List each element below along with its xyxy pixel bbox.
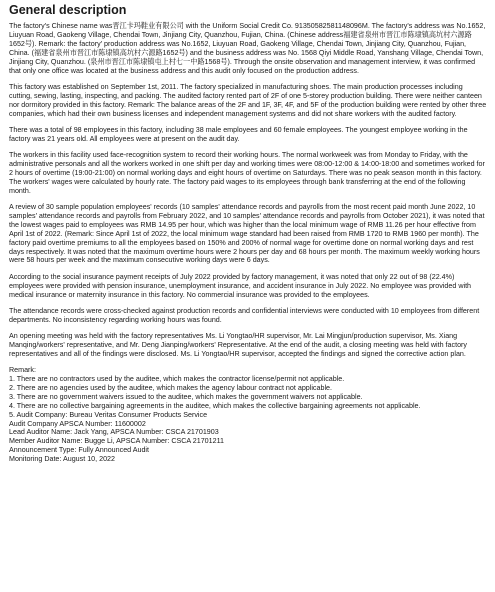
paragraph-records-review: A review of 30 sample population employees' records (10 samples' attendance records and payrolls from the most recent paid month June 2022, 10 samples' attendance records and payrolls from February 2022, and 10 samples' attendance records and payrolls from October 2021), it was noted that the lowest wages paid to employees was RMB 14.95 per hour, which was higher than the local minimum wage of RMB 11.26 per hour effective from April 1st of 2022. (Remark: Since April 1st of 2022, the local minimum wage standard had been raised from RMB 1720 to RMB 1960 per month). The factory paid overtime premiums to all the employees based on 150% and 200% of normal wage for overtime done on normal working days and rest days respectively. It was noted that the maximum overtime hours were 2 hours per day and 68 hours per month. The maximum weekly working hours were 58 hours per week and the maximum consecutive working days were 6 days. <box>9 202 485 265</box>
remark-item: Audit Company APSCA Number: 11600002 <box>9 419 146 428</box>
remark-list <box>9 366 487 464</box>
remark-item: Monitoring Date: August 10, 2022 <box>9 455 115 464</box>
remark-item: Lead Auditor Name: Jack Yang, APSCA Number: CSCA 21701903 <box>9 428 219 437</box>
remark-item: Announcement Type: Fully Announced Audit <box>9 446 150 455</box>
section-title: General description <box>9 3 127 17</box>
paragraph-meetings: An opening meeting was held with the factory representatives Ms. Li Yongtao/HR supervisor, Mr. Lai Mingjun/production supervisor, Ms. Xiang Manqing/workers' representative, and Mr. Deng Jianping/workers' Representative. At the end of the audit, a closing meeting was held with factory representatives and all of the findings were disclosed. Ms. Li Yongtao/HR supervisor, accepted the findings and signed the corrective action plan. <box>9 332 467 358</box>
remark-item: Member Auditor Name: Bugge Li, APSCA Number: CSCA 21701211 <box>9 437 224 446</box>
remark-item: 1. There are no contractors used by the auditee, which makes the contractor license/permit not applicable. <box>9 375 345 384</box>
paragraph-social-insurance: According to the social insurance payment receipts of July 2022 provided by factory management, it was noted that only 22 out of 98 (22.4%) employees were provided with pension insurance, unemployment insurance, and accident insurance in July 2022. No employee was provided with medical insurance or maternity insurance in this factory. No commercial insurance was provided to the employees. <box>9 272 472 299</box>
remark-item: 3. There are no government waivers issued to the auditee, which makes the government waivers not applicable. <box>9 392 363 401</box>
paragraph-cross-check: The attendance records were cross-checked against production records and confidential interviews were conducted with 10 employees from different departments. No inconsistency regarding working hours was found. <box>9 306 480 324</box>
remark-heading: Remark: <box>9 366 36 375</box>
remark-item: 5. Audit Company: Bureau Veritas Consumer Products Service <box>9 410 208 419</box>
remark-item: 4. There are no collective bargaining agreements in the auditee, which makes the collective bargaining agreements not applicable. <box>9 401 421 410</box>
paragraph-establishment: This factory was established on September 1st, 2011. The factory specialized in manufacturing shoes. The main production processes including cutting, sewing, lasting, inspecting, and packing. The audited factory rented part of 2F of one 5-storey production building. There were neither canteen nor dormitory provided in this factory. Remark: The balance areas of the 2F and 1F, 3F, 4F, and 5F of the production building were rented by other three companies, which had their own business licenses and independent management systems and did not share workers with the audited factory. <box>9 82 487 118</box>
paragraph-employees: There was a total of 98 employees in this factory, including 38 male employees and 60 female employees. The youngest employee working in the factory was 21 years old. All employees were at present on the audit day. <box>9 125 468 143</box>
remark-item: 2. There are no agencies used by the auditee, which makes the agency labour contract not applicable. <box>9 383 332 392</box>
paragraph-working-hours: The workers in this facility used face-recognition system to record their working hours. The normal workweek was from Monday to Friday, with the administrative personals and all the workers worked in one shift per day and working times were 08:00-12:00 & 14:00-18:00 and sometimes worked for 2 hours of overtime (19:00-21:00) on normal working days and eight hours of overtime on Saturdays. There was no peak season month in this factory. The workers' wages were calculated by hourly rate. The factory paid wages to its employees through bank transferring at the end of the following month. <box>9 151 485 195</box>
paragraph-factory-info: The factory's Chinese name was晋江卡玛鞋业有限公司 with the Uniform Social Credit Co. 91350582581148096M. The factory's address was No.1652, Liuyuan Road, Gaokeng Village, Chendai Town, Jinjiang City, Quanzhou, Fujian, China. (Chinese address福建省泉州市晋江市陈埭镇高坑村六源路1652号). Remark: the factory' production address was No.1652, Liuyuan Road, Gaokeng Village, Chendai Town, Jinjiang City, Quanzhou, Fujian, China. (福建省泉州市晋江市陈埭镇高坑村六源路1652号) and the business address was No. 1568 Qiyi Middle Road, Yanshang Village, Chendai Town, Jinjiang City, Quanzhou. (泉州市晋江市陈埭镇屯上村七一中路1568号). Through the onsite observation and management interview, it was confirmed that only one office was located at the business address and this audit only focused on the production address. <box>9 22 486 75</box>
